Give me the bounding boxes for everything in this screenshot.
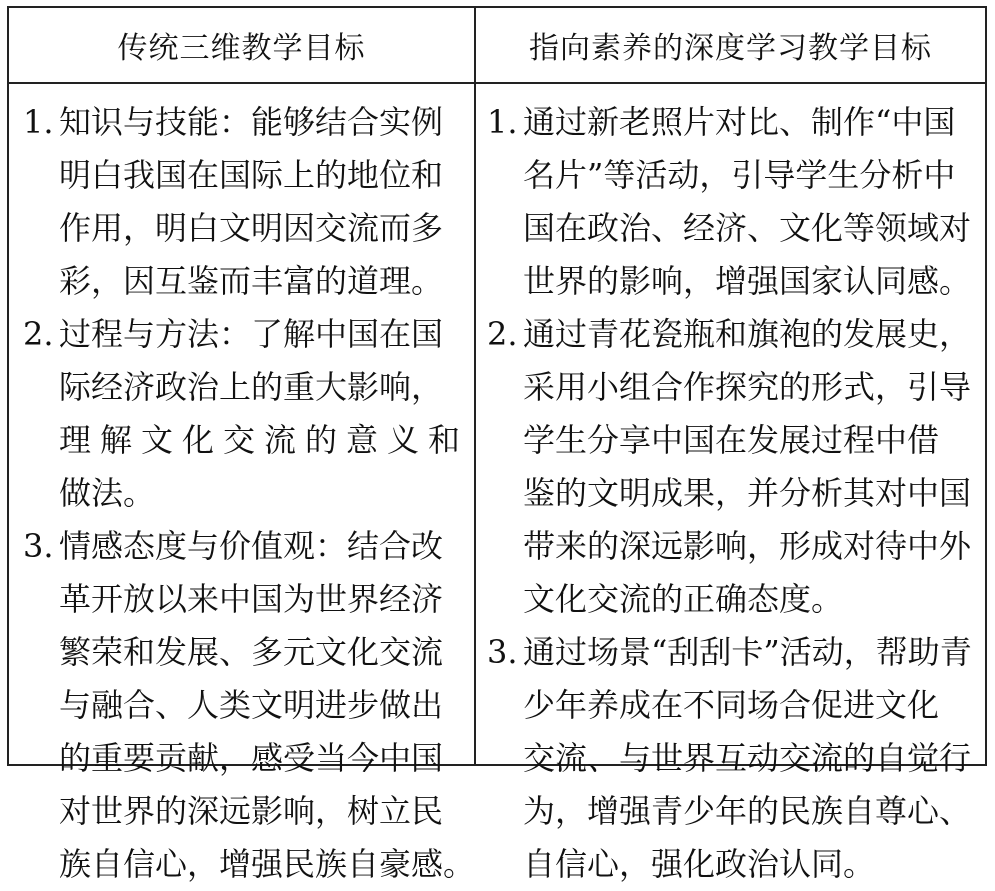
text-line: 际经济政治上的重大影响， (59, 368, 444, 406)
item-text (523, 626, 977, 891)
text-line: 对世界的深远影响，树立民 (59, 792, 444, 830)
item-text (523, 96, 977, 308)
text-line: 知识与技能：能够结合实例 (59, 103, 444, 141)
text-line: 名片”等活动，引导学生分析中 (523, 156, 956, 194)
text-line: 通过新老照片对比、制作“中国 (523, 103, 956, 141)
deep-learning-goal-item (487, 96, 977, 308)
header-deep-learning-goals: 指向素养的深度学习教学目标 (529, 31, 932, 66)
text-line: 通过青花瓷瓶和旗袍的发展史， (523, 315, 972, 353)
item-number: 1. (23, 103, 54, 141)
comparison-table (7, 6, 987, 883)
text-line: 为，增强青少年的民族自尊心、 (523, 792, 972, 830)
text-line: 通过场景“刮刮卡”活动，帮助青 (523, 633, 972, 671)
text-line: 的重要贡献，感受当今中国 (59, 739, 444, 777)
item-number: 3. (23, 527, 54, 565)
traditional-goal-item (23, 96, 463, 308)
text-line: 作用，明白文明因交流而多 (59, 209, 444, 247)
deep-learning-goals-column (487, 96, 977, 891)
traditional-goal-item (23, 308, 470, 520)
text-line: 理解文化交流的意义和 (59, 421, 470, 459)
text-line: 明白我国在国际上的地位和 (59, 156, 444, 194)
text-line: 族自信心，增强民族自豪感。 (59, 845, 476, 883)
text-line: 文化交流的正确态度。 (523, 580, 844, 618)
text-line: 世界的影响，增强国家认同感。 (523, 262, 972, 300)
text-line: 少年养成在不同场合促进文化 (523, 686, 940, 724)
text-line: 与融合、人类文明进步做出 (59, 686, 444, 724)
text-line: 国在政治、经济、文化等领域对 (523, 209, 972, 247)
traditional-goals-column (23, 96, 476, 891)
item-number: 2. (23, 315, 54, 353)
item-text (523, 308, 977, 626)
item-number: 1. (487, 103, 518, 141)
item-text (59, 308, 469, 520)
text-line: 学生分享中国在发展过程中借 (523, 421, 940, 459)
text-line: 自信心，强化政治认同。 (523, 845, 876, 883)
header-divider (9, 82, 985, 84)
text-line: 鉴的文明成果，并分析其对中国 (523, 474, 972, 512)
text-line: 交流、与世界互动交流的自觉行 (523, 739, 972, 777)
text-line: 做法。 (59, 474, 156, 512)
item-number: 3. (487, 633, 518, 671)
text-line: 情感态度与价值观：结合改 (59, 527, 444, 565)
text-line: 过程与方法：了解中国在国 (59, 315, 444, 353)
header-traditional-goals: 传统三维教学目标 (117, 31, 366, 66)
text-line: 繁荣和发展、多元文化交流 (59, 633, 444, 671)
text-line: 带来的深远影响，形成对待中外 (523, 527, 972, 565)
item-text (59, 96, 463, 308)
text-line: 彩，因互鉴而丰富的道理。 (59, 262, 444, 300)
text-line: 革开放以来中国为世界经济 (59, 580, 444, 618)
deep-learning-goal-item (487, 308, 977, 626)
text-line: 采用小组合作探究的形式，引导 (523, 368, 972, 406)
deep-learning-goal-item (487, 626, 977, 891)
traditional-goal-item (23, 520, 476, 891)
item-number: 2. (487, 315, 518, 353)
item-text (59, 520, 475, 891)
